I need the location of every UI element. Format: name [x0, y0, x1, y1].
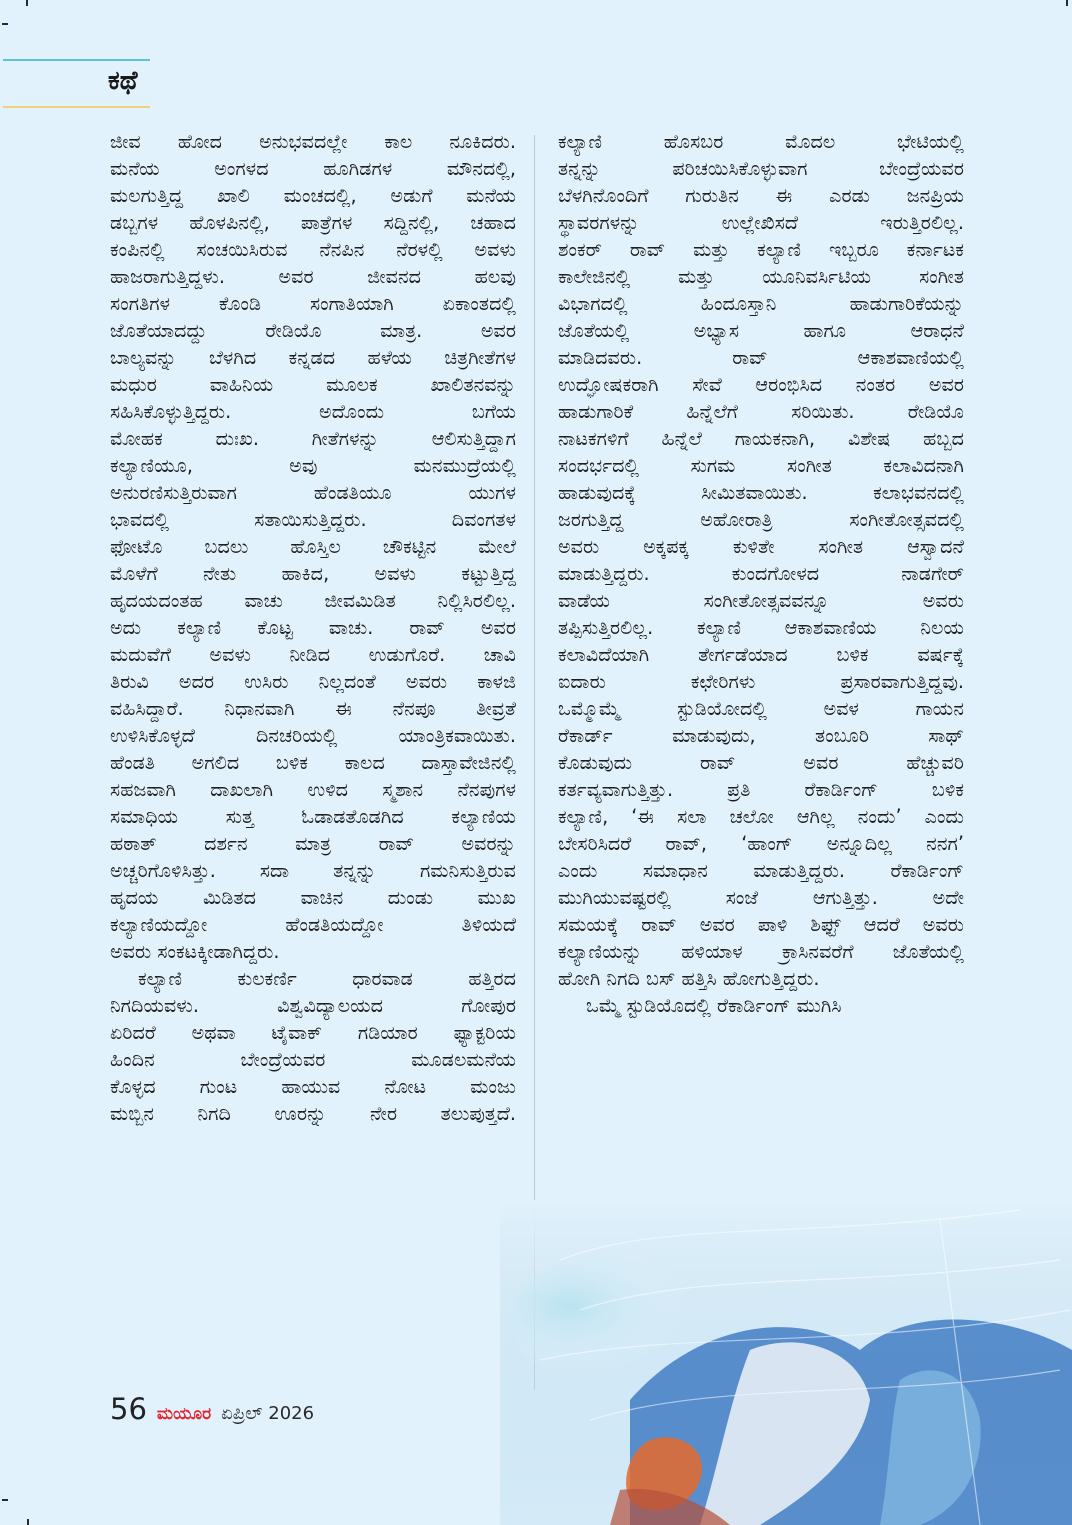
- article-line: ಹೆಂಡತಿ ಅಗಲಿದ ಬಳಿಕ ಕಾಲದ ದಾಸ್ತಾವೇಜಿನಲ್ಲಿ: [110, 751, 516, 774]
- section-rule-top: [3, 59, 150, 61]
- article-line: ಕರ್ತವ್ಯವಾಗುತ್ತಿತ್ತು. ಪ್ರತಿ ರೆಕಾರ್ಡಿಂಗ್ ಬಳಿಕ: [558, 778, 964, 801]
- article-line: ತಪ್ಪಿಸುತ್ತಿರಲಿಲ್ಲ. ಕಲ್ಯಾಣಿ ಆಕಾಶವಾಣಿಯ ನಿಲಯ: [558, 616, 964, 639]
- article-line: ವಹಿಸಿದ್ದಾರೆ. ನಿಧಾನವಾಗಿ ಈ ನೆನಪೂ ತೀವ್ರತೆ: [110, 697, 516, 720]
- article-line: ಅಚ್ಚರಿಗೊಳಿಸಿತ್ತು. ಸದಾ ತನ್ನನ್ನು ಗಮನಿಸುತ್ತಿರುವ: [110, 859, 516, 882]
- article-line: ಕಲಾವಿದೆಯಾಗಿ ತೇರ್ಗಡೆಯಾದ ಬಳಿಕ ವರ್ಷಕ್ಕೆ: [558, 643, 964, 666]
- page-footer: [110, 1392, 314, 1426]
- article-line: ಬೇಸರಿಸಿದರೆ ರಾವ್, ‘ಹಾಂಗ್ ಅನ್ನೂದಿಲ್ಲ ನನಗ’: [558, 832, 964, 855]
- crop-mark: [27, 1519, 29, 1525]
- article-line: ಎಂದು ಸಮಾಧಾನ ಮಾಡುತ್ತಿದ್ದರು. ರೆಕಾರ್ಡಿಂಗ್: [558, 859, 964, 882]
- article-line: ಹಠಾತ್ ದರ್ಶನ ಮಾತ್ರ ರಾವ್ ಅವರನ್ನು: [110, 832, 516, 855]
- article-line: ಹಾಡುವುದಕ್ಕೆ ಸೀಮಿತವಾಯಿತು. ಕಲಾಭವನದಲ್ಲಿ: [558, 481, 964, 504]
- article-line: ಮಲಗುತ್ತಿದ್ದ ಖಾಲಿ ಮಂಚದಲ್ಲಿ, ಅಡುಗೆ ಮನೆಯ: [110, 184, 516, 207]
- article-line: ಉಳಿಸಿಕೊಳ್ಳದೆ ದಿನಚರಿಯಲ್ಲಿ ಯಾಂತ್ರಿಕವಾಯಿತು.: [110, 724, 516, 747]
- article-line: ಹಿಂದಿನ ಬೇಂದ್ರೆಯವರ ಮೂಡಲಮನೆಯ: [110, 1048, 516, 1071]
- article-line: ಕಾಲೇಜಿನಲ್ಲಿ ಮತ್ತು ಯೂನಿವರ್ಸಿಟಿಯ ಸಂಗೀತ: [558, 265, 964, 288]
- article-line: ಮದುವೆಗೆ ಅವಳು ನೀಡಿದ ಉಡುಗೊರೆ. ಚಾವಿ: [110, 643, 516, 666]
- article-line: ಡಬ್ಬಗಳ ಹೊಳಪಿನಲ್ಲಿ, ಪಾತ್ರೆಗಳ ಸದ್ದಿನಲ್ಲಿ, ಚಹಾದ: [110, 211, 516, 234]
- crop-mark: [1066, 0, 1068, 6]
- article-line: ಜರಗುತ್ತಿದ್ದ ಅಹೋರಾತ್ರಿ ಸಂಗೀತೋತ್ಸವದಲ್ಲಿ: [558, 508, 964, 531]
- article-line: ತನ್ನನ್ನು ಪರಿಚಯಿಸಿಕೊಳ್ಳುವಾಗ ಬೇಂದ್ರೆಯವರ: [558, 157, 964, 180]
- article-line: ಮಾಡುತ್ತಿದ್ದರು. ಕುಂದಗೋಳದ ನಾಡಗೇರ್: [558, 562, 964, 585]
- article-line: ಕಲ್ಯಾಣಿಯನ್ನು ಹಳಿಯಾಳ ಕ್ರಾಸಿನವರೆಗೆ ಜೊತೆಯಲ್ಲಿ: [558, 940, 964, 963]
- article-line: ಬಾಲ್ಯವನ್ನು ಬೆಳಗಿದ ಕನ್ನಡದ ಹಳೆಯ ಚಿತ್ರಗೀತೆಗಳ: [110, 346, 516, 369]
- article-line: ಸಮಾಧಿಯ ಸುತ್ತ ಓಡಾಡತೊಡಗಿದ ಕಲ್ಯಾಣಿಯ: [110, 805, 516, 828]
- article-line: ಮಬ್ಬಿನ ನಿಗದಿ ಊರನ್ನು ನೇರ ತಲುಪುತ್ತದೆ.: [110, 1102, 516, 1125]
- section-rule-bottom: [3, 106, 150, 108]
- article-line: ಭಾವದಲ್ಲಿ ಸತಾಯಿಸುತ್ತಿದ್ದರು. ದಿವಂಗತಳ: [110, 508, 516, 531]
- article-line: ಸಂಗತಿಗಳ ಕೊಂಡಿ ಸಂಗಾತಿಯಾಗಿ ಏಕಾಂತದಲ್ಲಿ: [110, 292, 516, 315]
- article-line: ಏರಿದರೆ ಅಥವಾ ಟೈವಾಕ್ ಗಡಿಯಾರ ಫ್ಯಾಕ್ಟರಿಯ: [110, 1021, 516, 1044]
- article-line: ಕಲ್ಯಾಣಿಯದ್ದೋ ಹೆಂಡತಿಯದ್ದೋ ತಿಳಿಯದೆ: [110, 913, 516, 936]
- article-column-right: [558, 128, 964, 1019]
- article-line: ಕಲ್ಯಾಣಿ ಹೊಸಬರ ಮೊದಲ ಭೇಟಿಯಲ್ಲಿ: [558, 130, 964, 153]
- magazine-name: ಮಯೂರ: [156, 1404, 212, 1424]
- article-line: ಶಂಕರ್ ರಾವ್ ಮತ್ತು ಕಲ್ಯಾಣಿ ಇಬ್ಬರೂ ಕರ್ನಾಟಕ: [558, 238, 964, 261]
- article-line: ಕಲ್ಯಾಣಿಯೂ, ಅವು ಮನಮುದ್ರೆಯಲ್ಲಿ: [110, 454, 516, 477]
- article-line: ಜೊತೆಯಲ್ಲಿ ಅಭ್ಯಾಸ ಹಾಗೂ ಆರಾಧನೆ: [558, 319, 964, 342]
- article-line: ಕಂಪಿನಲ್ಲಿ ಸಂಚಯಿಸಿರುವ ನೆನಪಿನ ನೆರಳಲ್ಲಿ ಅವಳು: [110, 238, 516, 261]
- article-line: ಮೋಹಕ ದುಃಖ. ಗೀತೆಗಳನ್ನು ಆಲಿಸುತ್ತಿದ್ದಾಗ: [110, 427, 516, 450]
- article-line: ನಾಟಕಗಳಿಗೆ ಹಿನ್ನೆಲೆ ಗಾಯಕನಾಗಿ, ವಿಶೇಷ ಹಬ್ಬದ: [558, 427, 964, 450]
- article-line: ಮೊಳೆಗೆ ನೇತು ಹಾಕಿದ, ಅವಳು ಕಟ್ಟುತ್ತಿದ್ದ: [110, 562, 516, 585]
- article-line: ಹಾಜರಾಗುತ್ತಿದ್ದಳು. ಅವರ ಜೀವನದ ಹಲವು: [110, 265, 516, 288]
- article-line: ಹಾಡುಗಾರಿಕೆ ಹಿನ್ನೆಲೆಗೆ ಸರಿಯಿತು. ರೇಡಿಯೊ: [558, 400, 964, 423]
- article-line: ಸಂದರ್ಭದಲ್ಲಿ ಸುಗಮ ಸಂಗೀತ ಕಲಾವಿದನಾಗಿ: [558, 454, 964, 477]
- article-line: ಉದ್ಘೋಷಕರಾಗಿ ಸೇವೆ ಆರಂಭಿಸಿದ ನಂತರ ಅವರ: [558, 373, 964, 396]
- article-line: ಮಾಡಿದವರು. ರಾವ್ ಆಕಾಶವಾಣಿಯಲ್ಲಿ: [558, 346, 964, 369]
- crop-mark: [2, 23, 8, 25]
- article-line: ಹೋಗಿ ನಿಗದಿ ಬಸ್ ಹತ್ತಿಸಿ ಹೋಗುತ್ತಿದ್ದರು.: [558, 967, 820, 990]
- article-line: ಅನುರಣಿಸುತ್ತಿರುವಾಗ ಹೆಂಡತಿಯೂ ಯುಗಳ: [110, 481, 516, 504]
- article-line: ಬೆಳಗಿನೊಂದಿಗೆ ಗುರುತಿನ ಈ ಎರಡು ಜನಪ್ರಿಯ: [558, 184, 964, 207]
- article-line: ಹೃದಯ ಮಿಡಿತದ ವಾಚಿನ ದುಂಡು ಮುಖ: [110, 886, 516, 909]
- article-line: ಸಹಿಸಿಕೊಳ್ಳುತ್ತಿದ್ದರು. ಅದೊಂದು ಬಗೆಯ: [110, 400, 516, 423]
- article-line: ಒಮ್ಮೆ ಸ್ಟುಡಿಯೊದಲ್ಲಿ ರೆಕಾರ್ಡಿಂಗ್ ಮುಗಿಸಿ: [586, 994, 842, 1017]
- section-title: ಕಥೆ: [108, 66, 138, 96]
- article-line: ಫೋಟೊ ಬದಲು ಹೊಸ್ತಿಲ ಚೌಕಟ್ಟಿನ ಮೇಲೆ: [110, 535, 516, 558]
- article-line: ಸಮಯಕ್ಕೆ ರಾವ್ ಅವರ ಪಾಳಿ ಶಿಫ್ಟ್ ಆದರೆ ಅವರು: [558, 913, 964, 936]
- article-line: ಮುಗಿಯುವಷ್ಟರಲ್ಲಿ ಸಂಜೆ ಆಗುತ್ತಿತ್ತು. ಅದೇ: [558, 886, 964, 909]
- article-line: ಸಹಜವಾಗಿ ದಾಖಲಾಗಿ ಉಳಿದ ಸ್ಮಶಾನ ನೆನಪುಗಳ: [110, 778, 516, 801]
- article-line: ತಿರುವಿ ಅದರ ಉಸಿರು ನಿಲ್ಲದಂತೆ ಅವರು ಕಾಳಜಿ: [110, 670, 516, 693]
- article-line: ವಿಭಾಗದಲ್ಲಿ ಹಿಂದೂಸ್ತಾನಿ ಹಾಡುಗಾರಿಕೆಯನ್ನು: [558, 292, 964, 315]
- article-line: ಅವರು ಅಕ್ಕಪಕ್ಕ ಕುಳಿತೇ ಸಂಗೀತ ಆಸ್ವಾದನೆ: [558, 535, 964, 558]
- article-line: ಒಮ್ಮೊಮ್ಮೆ ಸ್ಟುಡಿಯೋದಲ್ಲಿ ಅವಳ ಗಾಯನ: [558, 697, 964, 720]
- article-line: ಕೊಳ್ಳದ ಗುಂಟ ಹಾಯುವ ನೋಟ ಮಂಜು: [110, 1075, 516, 1098]
- article-line: ಅದು ಕಲ್ಯಾಣಿ ಕೊಟ್ಟ ವಾಚು. ರಾವ್ ಅವರ: [110, 616, 516, 639]
- article-line: ಹೃದಯದಂತಹ ವಾಚು ಜೀವಮಿಡಿತ ನಿಲ್ಲಿಸಿರಲಿಲ್ಲ.: [110, 589, 516, 612]
- article-line: ಕಲ್ಯಾಣಿ ಕುಲಕರ್ಣಿ ಧಾರವಾಡ ಹತ್ತಿರದ: [138, 967, 516, 990]
- article-line: ರೆಕಾರ್ಡ್ ಮಾಡುವುದು, ತಂಬೂರಿ ಸಾಥ್: [558, 724, 964, 747]
- article-line: ಕಲ್ಯಾಣಿ, ‘ಈ ಸಲಾ ಚಲೋ ಆಗಿಲ್ಲ ನಂದು’ ಎಂದು: [558, 805, 964, 828]
- article-line: ಅವರು ಸಂಕಟಕ್ಕೀಡಾಗಿದ್ದರು.: [110, 940, 280, 963]
- article-line: ಐದಾರು ಕಛೇರಿಗಳು ಪ್ರಸಾರವಾಗುತ್ತಿದ್ದವು.: [558, 670, 964, 693]
- crop-mark: [2, 1499, 8, 1501]
- article-line: ಕೊಡುವುದು ರಾವ್ ಅವರ ಹೆಚ್ಚುವರಿ: [558, 751, 964, 774]
- article-line: ಸ್ಥಾವರಗಳನ್ನು ಉಲ್ಲೇಖಿಸದೆ ಇರುತ್ತಿರಲಿಲ್ಲ.: [558, 211, 964, 234]
- story-illustration: [500, 1200, 1072, 1525]
- article-line: ವಾಡೆಯ ಸಂಗೀತೋತ್ಸವವನ್ನೂ ಅವರು: [558, 589, 964, 612]
- article-line: ಜೊತೆಯಾದದ್ದು ರೇಡಿಯೊ ಮಾತ್ರ. ಅವರ: [110, 319, 516, 342]
- issue-date: ಏಪ್ರಿಲ್ 2026: [221, 1403, 315, 1424]
- article-line: ಮನೆಯ ಅಂಗಳದ ಹೂಗಿಡಗಳ ಮೌನದಲ್ಲಿ,: [110, 157, 516, 180]
- article-column-left: [110, 128, 516, 1127]
- article-line: ಜೀವ ಹೋದ ಅನುಭವದಲ್ಲೇ ಕಾಲ ನೂಕಿದರು.: [110, 130, 516, 153]
- article-line: ಮಧುರ ವಾಹಿನಿಯ ಮೂಲಕ ಖಾಲಿತನವನ್ನು: [110, 373, 516, 396]
- crop-mark: [26, 0, 28, 6]
- article-line: ನಿಗದಿಯವಳು. ವಿಶ್ವವಿದ್ಯಾಲಯದ ಗೋಪುರ: [110, 994, 516, 1017]
- page-number: 56: [110, 1392, 147, 1426]
